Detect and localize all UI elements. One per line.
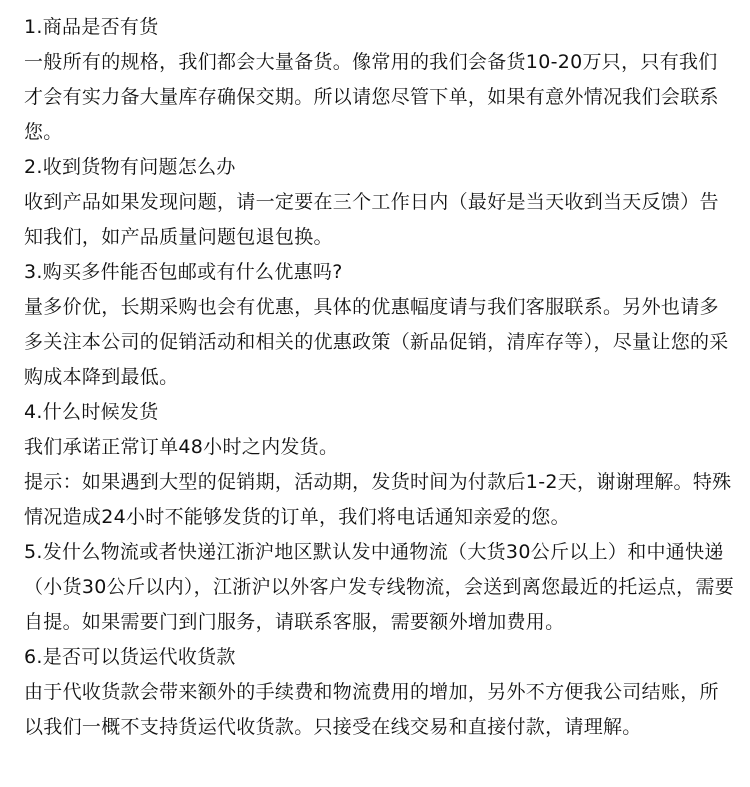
faq-item-2 (24, 150, 736, 255)
faq-item-1 (24, 10, 736, 150)
faq-question: 4.什么时候发货 (24, 401, 159, 423)
faq-item-3 (24, 255, 736, 395)
faq-question: 2.收到货物有问题怎么办 (24, 156, 236, 178)
faq-question: 3.购买多件能否包邮或有什么优惠吗? (24, 261, 343, 283)
faq-question: 1.商品是否有货 (24, 16, 159, 38)
faq-answer: 收到产品如果发现问题，请一定要在三个工作日内（最好是当天收到当天反馈）告知我们，如产品质量问题包退包换。 (24, 191, 719, 248)
faq-question: 6.是否可以货运代收货款 (24, 646, 236, 668)
faq-question: 5.发什么物流或者快递江浙沪地区默认发中通物流（大货30公斤以上）和中通快递（小货30公斤以内），江浙沪以外客户发专线物流，会送到离您最近的托运点，需要自提。如果需要门到门服务，请联系客服，需要额外增加费用。 (24, 541, 735, 633)
faq-item-4 (24, 395, 736, 535)
faq-answer: 量多价优，长期采购也会有优惠，具体的优惠幅度请与我们客服联系。另外也请多多关注本公司的促销活动和相关的优惠政策（新品促销，清库存等），尽量让您的采购成本降到最低。 (24, 296, 729, 388)
faq-answer-note: 提示：如果遇到大型的促销期，活动期，发货时间为付款后1-2天，谢谢理解。特殊情况造成24小时不能够发货的订单，我们将电话通知亲爱的您。 (24, 471, 732, 528)
faq-answer: 由于代收货款会带来额外的手续费和物流费用的增加，另外不方便我公司结账，所以我们一概不支持货运代收货款。只接受在线交易和直接付款，请理解。 (24, 681, 719, 738)
faq-answer: 一般所有的规格，我们都会大量备货。像常用的我们会备货10-20万只，只有我们才会有实力备大量库存确保交期。所以请您尽管下单，如果有意外情况我们会联系您。 (24, 51, 719, 143)
faq-item-6 (24, 640, 736, 745)
faq-answer: 我们承诺正常订单48小时之内发货。 (24, 436, 339, 458)
faq-item-5 (24, 535, 736, 640)
